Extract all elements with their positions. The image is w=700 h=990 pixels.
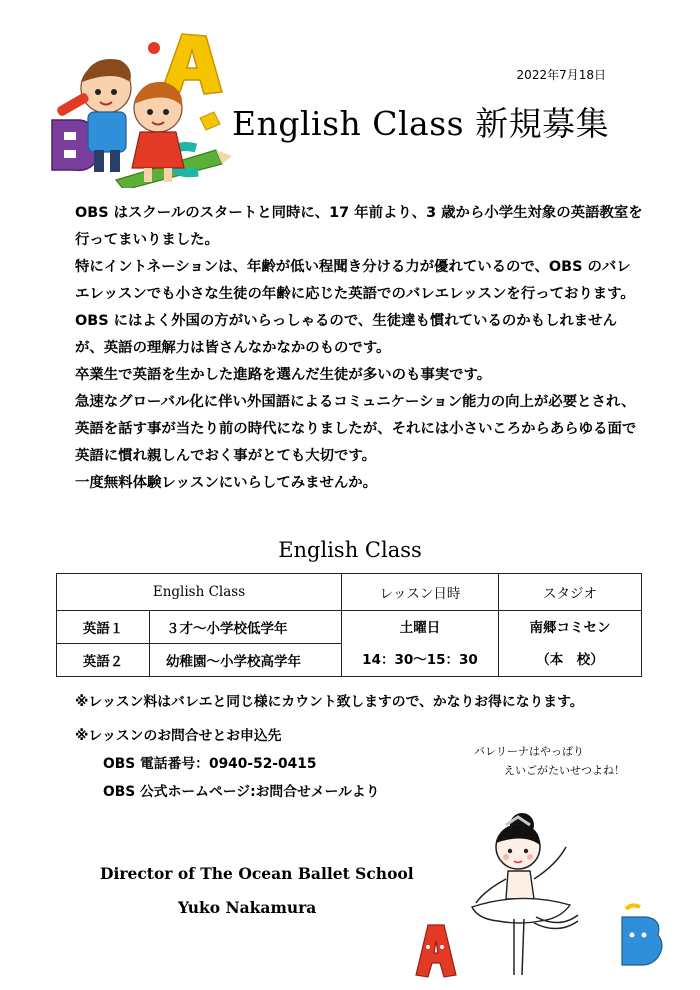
intro-text bbox=[75, 200, 645, 497]
tutu-icon bbox=[472, 898, 570, 923]
letter-a-icon bbox=[416, 925, 456, 977]
intro-paragraph: OBS にはよく外国の方がいらっしゃるので、生徒達も慣れているのかもしれませんが、英語の理解力は皆さんなかなかのものです。 bbox=[75, 313, 617, 356]
class-name: 英語１ bbox=[57, 611, 150, 644]
studio-name: 南郷コミセン bbox=[529, 619, 611, 636]
contact-block bbox=[75, 722, 380, 806]
contact-web: OBS 公式ホームページ:お問合せメールより bbox=[103, 784, 380, 800]
studio-note: （本 校） bbox=[536, 651, 604, 668]
document-date: 2022年7月18日 bbox=[516, 68, 606, 82]
page-title: English Class 新規募集 bbox=[232, 104, 610, 143]
intro-paragraph: 急速なグローバル化に伴い外国語によるコミュニケーション能力の向上が必要とされ、英語を話す事が当たり前の時代になりましたが、それには小さいころからあらゆる面で英語に慣れ親しんでおく事がとても大切です。 bbox=[75, 394, 637, 464]
header-class: English Class bbox=[57, 574, 342, 611]
intro-paragraph: 一度無料体験レッスンにいらしてみませんか。 bbox=[75, 475, 378, 491]
lesson-time: 14：30〜15：30 bbox=[362, 651, 478, 668]
intro-paragraph: 特にイントネーションは、年齢が低い程聞き分ける力が優れているので、OBS のバレエレッスンでも小さな生徒の年齢に応じた英語でのバレエレッスンを行っております。 bbox=[75, 259, 635, 302]
contact-heading: ※レッスンのお問合せとお申込先 bbox=[75, 728, 282, 744]
speech-line: えいごがたいせつよね！ bbox=[504, 764, 625, 777]
director-title: Director of The Ocean Ballet School bbox=[100, 864, 414, 883]
letter-b-icon bbox=[622, 917, 662, 965]
contact-phone: OBS 電話番号：0940-52-0415 bbox=[103, 756, 317, 772]
ballerina-illustration bbox=[410, 795, 665, 985]
director-name: Yuko Nakamura bbox=[178, 898, 317, 917]
schedule-table bbox=[56, 573, 642, 677]
studio-cell bbox=[499, 611, 642, 677]
header-studio: スタジオ bbox=[499, 574, 642, 611]
lesson-time-cell bbox=[342, 611, 499, 677]
class-name: 英語２ bbox=[57, 644, 150, 677]
director-signature bbox=[100, 857, 414, 925]
lesson-day: 土曜日 bbox=[399, 619, 441, 636]
speech-line: バレリーナはやっぱり bbox=[474, 745, 584, 758]
speech-caption bbox=[474, 742, 625, 780]
header-lesson-time: レッスン日時 bbox=[342, 574, 499, 611]
intro-paragraph: OBS はスクールのスタートと同時に、17 年前より、3 歳から小学生対象の英語教室を行ってまいりました。 bbox=[75, 205, 643, 248]
class-age: 幼稚園〜小学校高学年 bbox=[150, 644, 342, 677]
fee-note: ※レッスン料はバレエと同じ様にカウント致しますので、かなりお得になります。 bbox=[75, 694, 584, 710]
table-row bbox=[57, 611, 642, 644]
class-age: ３才〜小学校低学年 bbox=[150, 611, 342, 644]
table-header-row bbox=[57, 574, 642, 611]
intro-paragraph: 卒業生で英語を生かした進路を選んだ生徒が多いのも事実です。 bbox=[75, 367, 492, 383]
kids-abc-illustration bbox=[44, 30, 234, 188]
section-title: English Class bbox=[278, 538, 422, 562]
